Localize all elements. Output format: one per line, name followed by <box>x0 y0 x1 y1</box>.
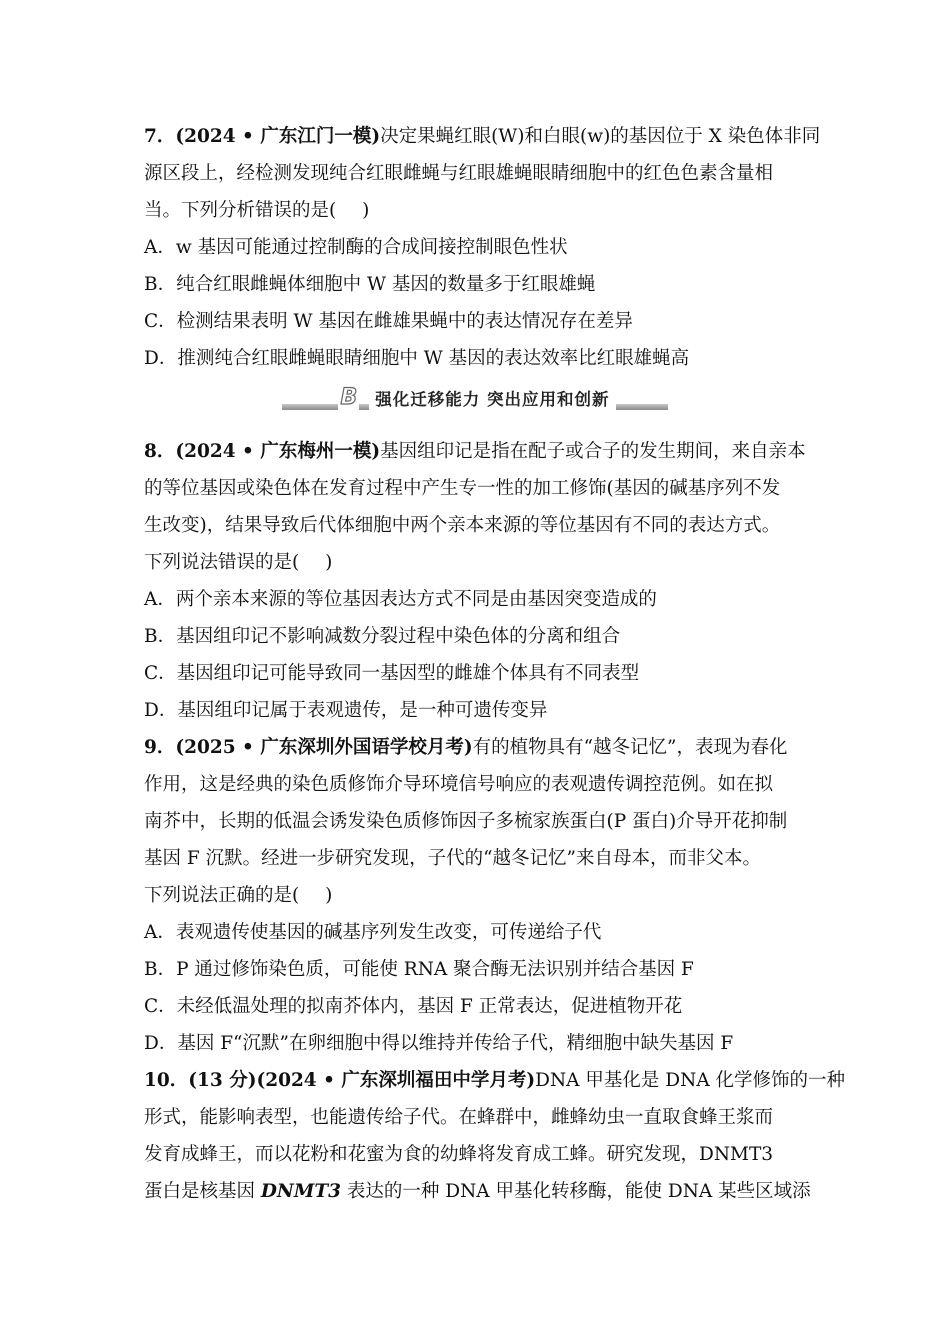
q8-option-c: C．基因组印记可能导致同一基因型的雌雄个体具有不同表型 <box>144 663 640 684</box>
q9-text-1: 有的植物具有“越冬记忆”，表现为春化 <box>472 737 788 758</box>
q10-line-3: 发育成蜂王，而以花粉和花蜜为食的幼蜂将发育成工蜂。研究发现，DNMT3 <box>144 1144 774 1165</box>
document-page <box>144 118 846 1210</box>
q10-line-1 <box>144 1062 846 1099</box>
q9-option-a: A．表观遗传使基因的碱基序列发生改变，可传递给子代 <box>144 922 602 943</box>
q7-line-2: 源区段上，经检测发现纯合红眼雌蝇与红眼雄蝇眼睛细胞中的红色色素含量相 <box>144 163 774 184</box>
q7-number: 7． <box>144 126 176 147</box>
section-banner <box>144 377 810 433</box>
banner-title: 强化迁移能力 突出应用和创新 <box>369 386 615 410</box>
q9-option-c: C．未经低温处理的拟南芥体内，基因 F 正常表达，促进植物开花 <box>144 996 683 1017</box>
q10-source: (13 分)(2024 • 广东深圳福田中学月考) <box>188 1070 536 1091</box>
q8-line-4 <box>144 544 810 581</box>
question-10 <box>144 1062 846 1210</box>
q8-line-2: 的等位基因或染色体在发育过程中产生专一性的加工修饰(基因的碱基序列不发 <box>144 478 781 499</box>
q10-number: 10． <box>144 1070 189 1091</box>
q7-prompt-close: ) <box>362 200 370 221</box>
question-8 <box>144 433 810 729</box>
q7-prompt: 当。下列分析错误的是( <box>144 200 337 221</box>
q9-line-5 <box>144 877 810 914</box>
q9-line-1 <box>144 729 810 766</box>
q9-source: (2025 • 广东深圳外国语学校月考) <box>175 737 473 758</box>
q8-option-d: D．基因组印记属于表观遗传，是一种可遗传变异 <box>144 700 548 721</box>
question-9 <box>144 729 810 1062</box>
q7-option-a: A．w 基因可能通过控制酶的合成间接控制眼色性状 <box>144 237 568 258</box>
q7-line-3 <box>144 192 810 229</box>
q7-text-1: 决定果蝇红眼(W)和白眼(w)的基因位于 X 染色体非同 <box>380 126 821 147</box>
banner-letter-icon: B <box>340 385 358 410</box>
q8-prompt: 下列说法错误的是( <box>144 552 300 573</box>
q7-source: (2024 • 广东江门一模) <box>175 126 381 147</box>
q10-line-4 <box>144 1173 810 1210</box>
q7-line-1 <box>144 118 821 155</box>
q10-text-4a: 蛋白是核基因 <box>144 1181 261 1202</box>
q9-prompt-close: ) <box>325 885 333 906</box>
q9-option-b: B．P 通过修饰染色质，可能使 RNA 聚合酶无法识别并结合基因 F <box>144 959 694 980</box>
question-7 <box>144 118 821 377</box>
q9-prompt: 下列说法正确的是( <box>144 885 300 906</box>
q8-source: (2024 • 广东梅州一模) <box>175 441 381 462</box>
q9-line-4: 基因 F 沉默。经进一步研究发现，子代的“越冬记忆”来自母本，而非父本。 <box>144 848 762 869</box>
q8-option-b: B．基因组印记不影响减数分裂过程中染色体的分离和组合 <box>144 626 621 647</box>
q8-text-1: 基因组印记是指在配子或合子的发生期间，来自亲本 <box>380 441 806 462</box>
q9-line-3: 南芥中，长期的低温会诱发染色质修饰因子多梳家族蛋白(P 蛋白)介导开花抑制 <box>144 811 788 832</box>
q10-text-1: DNA 甲基化是 DNA 化学修饰的一种 <box>535 1070 846 1091</box>
q10-line-2: 形式，能影响表型，也能遗传给子代。在蜂群中，雌蜂幼虫一直取食蜂王浆而 <box>144 1107 774 1128</box>
q7-option-b: B．纯合红眼雌蝇体细胞中 W 基因的数量多于红眼雄蝇 <box>144 274 596 295</box>
q7-option-d: D．推测纯合红眼雌蝇眼睛细胞中 W 基因的表达效率比红眼雄蝇高 <box>144 348 690 369</box>
q8-line-3: 生改变)，结果导致后代体细胞中两个亲本来源的等位基因有不同的表达方式。 <box>144 515 781 536</box>
q7-option-c: C．检测结果表明 W 基因在雌雄果蝇中的表达情况存在差异 <box>144 311 633 332</box>
q10-text-4b: 表达的一种 DNA 甲基化转移酶，能使 DNA 某些区域添 <box>340 1181 811 1202</box>
q8-option-a: A．两个亲本来源的等位基因表达方式不同是由基因突变造成的 <box>144 589 657 610</box>
q9-number: 9． <box>144 737 176 758</box>
q8-prompt-close: ) <box>325 552 333 573</box>
q9-line-2: 作用，这是经典的染色质修饰介导环境信号响应的表观遗传调控范例。如在拟 <box>144 774 774 795</box>
q8-line-1 <box>144 433 810 470</box>
q8-number: 8． <box>144 441 176 462</box>
q9-option-d: D．基因 F“沉默”在卵细胞中得以维持并传给子代，精细胞中缺失基因 F <box>144 1033 734 1054</box>
q10-gene-name: DNMT3 <box>260 1181 341 1202</box>
